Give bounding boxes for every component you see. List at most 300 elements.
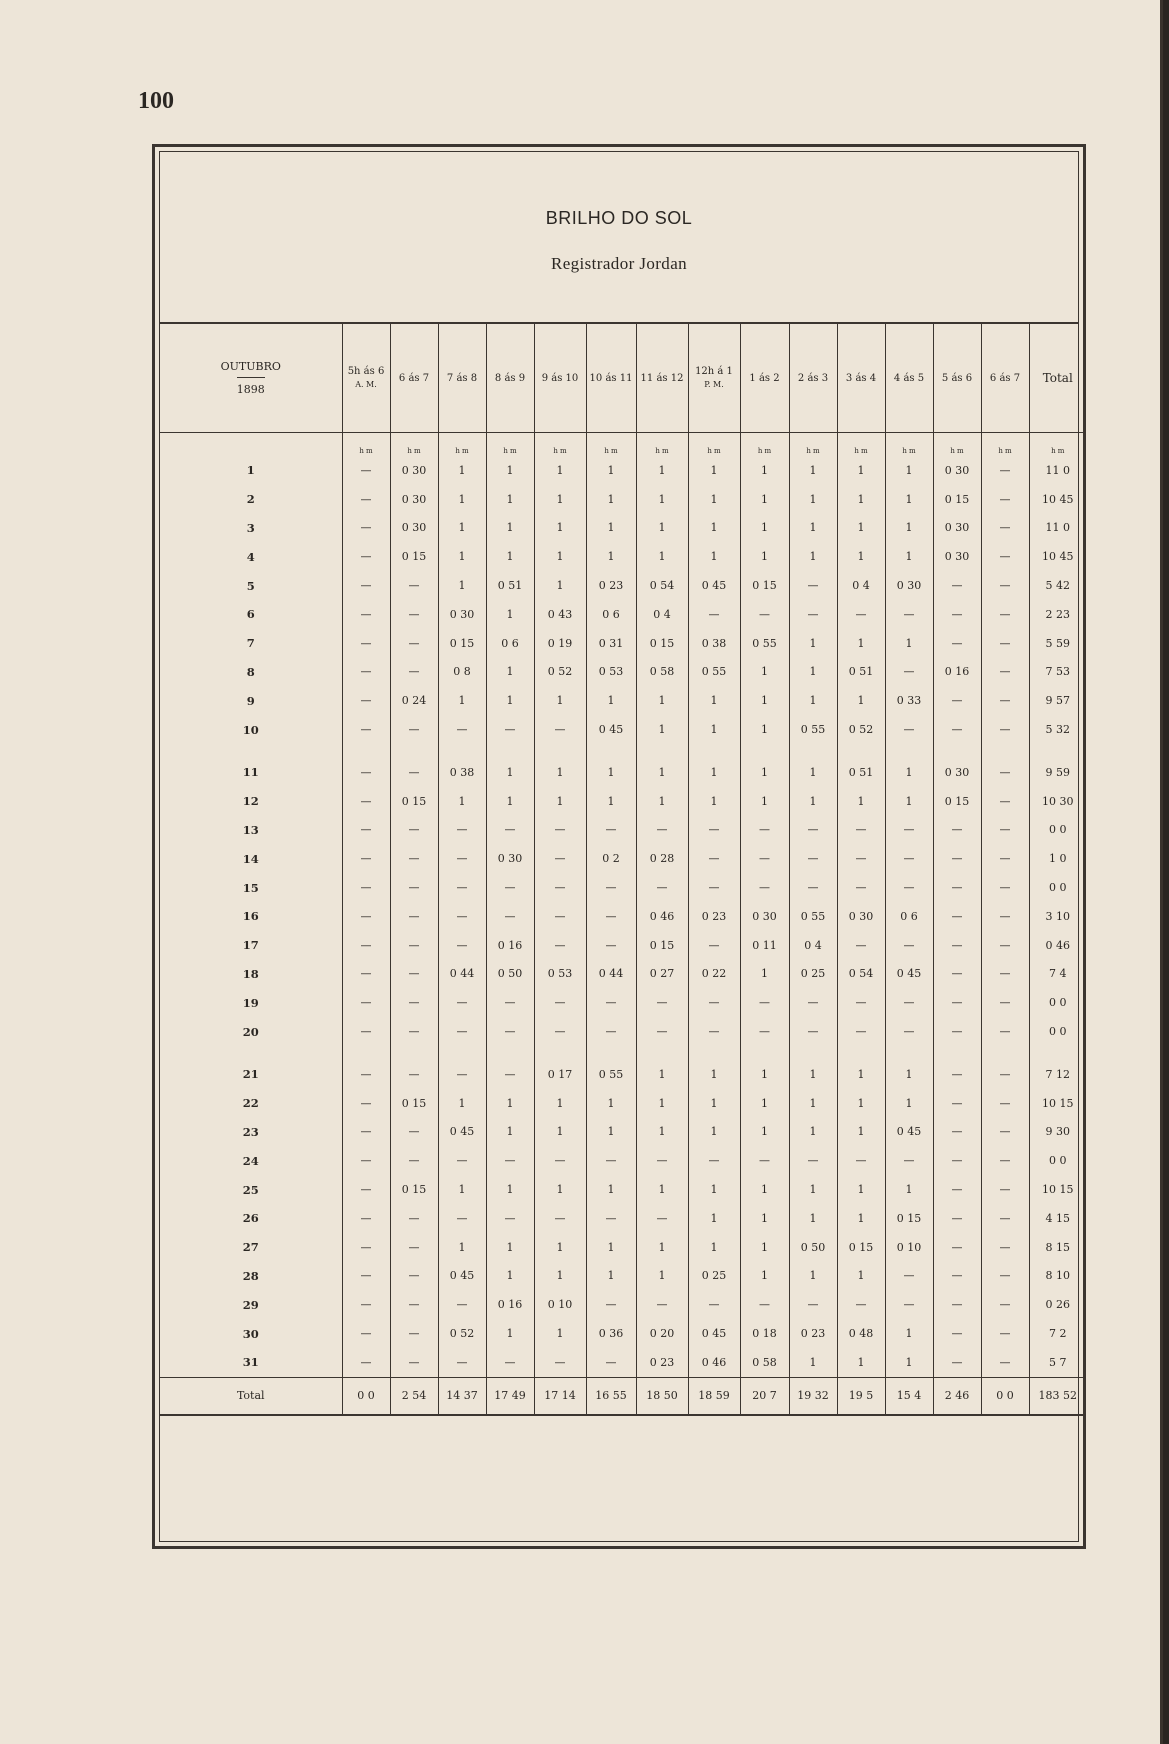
value-cell: —	[933, 629, 981, 658]
value-cell: —	[390, 844, 438, 873]
spacer-cell	[1029, 744, 1086, 758]
value-cell: 0 24	[390, 686, 438, 715]
table-row	[160, 873, 1086, 902]
value-cell: 0 30	[933, 758, 981, 787]
value-cell: 1	[636, 1118, 688, 1147]
value-cell: 1	[534, 1319, 586, 1348]
value-cell: —	[390, 600, 438, 629]
value-cell: —	[933, 960, 981, 989]
value-cell: —	[933, 1060, 981, 1089]
value-cell: —	[636, 1017, 688, 1046]
table-row	[160, 1175, 1086, 1204]
total-cell: 18 59	[688, 1377, 740, 1415]
value-cell: —	[534, 715, 586, 744]
value-cell: 1	[885, 542, 933, 571]
value-cell: 1	[688, 1233, 740, 1262]
value-cell: 1	[586, 1089, 636, 1118]
value-cell: 1	[837, 629, 885, 658]
spacer-cell	[342, 1046, 390, 1060]
value-cell: —	[342, 902, 390, 931]
value-cell: —	[486, 902, 534, 931]
total-row	[160, 1377, 1086, 1415]
value-cell: —	[933, 1262, 981, 1291]
value-cell: 0 6	[885, 902, 933, 931]
value-cell: —	[981, 629, 1029, 658]
unit-label: h m	[981, 433, 1029, 457]
value-cell: 1	[740, 485, 789, 514]
table-row	[160, 456, 1086, 485]
value-cell: —	[981, 960, 1029, 989]
value-cell: 1	[486, 1118, 534, 1147]
value-cell: —	[933, 1290, 981, 1319]
value-cell: 1	[688, 485, 740, 514]
spacer-cell	[981, 744, 1029, 758]
value-cell: 1	[636, 758, 688, 787]
value-cell: 1	[885, 1060, 933, 1089]
value-cell: —	[342, 1319, 390, 1348]
value-cell: —	[688, 844, 740, 873]
value-cell: 0 44	[438, 960, 486, 989]
value-cell: —	[981, 1175, 1029, 1204]
value-cell: —	[534, 873, 586, 902]
value-cell: 1	[789, 629, 837, 658]
day-number: 14	[242, 851, 259, 866]
column-header	[740, 324, 789, 433]
value-cell: 1	[885, 485, 933, 514]
value-cell: 0 23	[789, 1319, 837, 1348]
value-cell: —	[885, 600, 933, 629]
value-cell: 1	[534, 1118, 586, 1147]
value-cell: —	[390, 1262, 438, 1291]
value-cell: —	[740, 1290, 789, 1319]
value-cell: 1	[789, 1348, 837, 1377]
column-header-label: 4 ás 5	[893, 372, 925, 384]
value-cell: 11 0	[1029, 456, 1086, 485]
value-cell: —	[933, 816, 981, 845]
value-cell: 1	[636, 686, 688, 715]
value-cell: 1	[740, 1060, 789, 1089]
value-cell: 1	[534, 514, 586, 543]
value-cell: —	[789, 1290, 837, 1319]
value-cell: —	[390, 715, 438, 744]
value-cell: 0 52	[837, 715, 885, 744]
value-cell: —	[586, 988, 636, 1017]
value-cell: —	[981, 715, 1029, 744]
column-header-label: 5h ás 6	[347, 366, 385, 377]
unit-label: h m	[486, 433, 534, 457]
value-cell: 1	[486, 514, 534, 543]
spacer-cell	[534, 1046, 586, 1060]
value-cell: —	[342, 1233, 390, 1262]
value-cell: 1	[837, 542, 885, 571]
value-cell: 1	[837, 456, 885, 485]
value-cell: —	[486, 1017, 534, 1046]
value-cell: 0 0	[1029, 1146, 1086, 1175]
value-cell: —	[342, 600, 390, 629]
value-cell: —	[740, 600, 789, 629]
value-cell: —	[390, 1290, 438, 1319]
value-cell: —	[885, 1146, 933, 1175]
spacer-cell	[636, 744, 688, 758]
spacer-cell	[837, 1046, 885, 1060]
value-cell: 0 4	[636, 600, 688, 629]
column-header	[586, 324, 636, 433]
value-cell: 1	[586, 456, 636, 485]
value-cell: —	[933, 1319, 981, 1348]
day-number: 26	[242, 1211, 259, 1226]
value-cell: 0 23	[688, 902, 740, 931]
value-cell: —	[390, 816, 438, 845]
value-cell: 1	[740, 1118, 789, 1147]
value-cell: 1	[688, 787, 740, 816]
value-cell: —	[390, 1118, 438, 1147]
value-cell: —	[586, 816, 636, 845]
spacer-cell	[837, 744, 885, 758]
value-cell: —	[933, 931, 981, 960]
value-cell: 0 19	[534, 629, 586, 658]
value-cell: —	[636, 873, 688, 902]
table-row	[160, 1233, 1086, 1262]
table-row	[160, 1204, 1086, 1233]
value-cell: 0 51	[486, 571, 534, 600]
value-cell: —	[438, 1060, 486, 1089]
column-header-label: 9 ás 10	[541, 372, 579, 384]
value-cell: —	[885, 1290, 933, 1319]
value-cell: —	[342, 988, 390, 1017]
value-cell: —	[933, 686, 981, 715]
spacer-cell	[885, 1046, 933, 1060]
value-cell: 0 15	[933, 787, 981, 816]
day-number: 3	[246, 520, 255, 535]
column-header	[342, 324, 390, 433]
value-cell: 1	[789, 485, 837, 514]
value-cell: —	[885, 1262, 933, 1291]
column-header-label: 1 ás 2	[749, 372, 780, 384]
day-number: 29	[242, 1297, 259, 1312]
value-cell: 10 45	[1029, 485, 1086, 514]
value-cell: —	[789, 571, 837, 600]
value-cell: —	[740, 988, 789, 1017]
column-header	[981, 324, 1029, 433]
spacer-cell	[789, 1046, 837, 1060]
table-row	[160, 1089, 1086, 1118]
value-cell: 1	[534, 571, 586, 600]
value-cell: —	[342, 1060, 390, 1089]
value-cell: —	[342, 960, 390, 989]
value-cell: 1	[636, 485, 688, 514]
value-cell: 1	[486, 600, 534, 629]
value-cell: —	[342, 1146, 390, 1175]
value-cell: 1	[789, 1262, 837, 1291]
value-cell: 1	[885, 1348, 933, 1377]
value-cell: —	[837, 931, 885, 960]
column-header-label: 12h á 1	[695, 366, 733, 377]
value-cell: 1	[885, 1175, 933, 1204]
value-cell: 0 30	[933, 456, 981, 485]
value-cell: —	[342, 1290, 390, 1319]
value-cell: —	[740, 816, 789, 845]
day-number: 21	[242, 1067, 259, 1082]
value-cell: —	[390, 1233, 438, 1262]
value-cell: —	[837, 1290, 885, 1319]
value-cell: 0 4	[837, 571, 885, 600]
value-cell: 0 45	[688, 571, 740, 600]
value-cell: 0 30	[390, 485, 438, 514]
value-cell: —	[342, 844, 390, 873]
column-header	[636, 324, 688, 433]
value-cell: 1	[636, 1175, 688, 1204]
unit-label: h m	[933, 433, 981, 457]
column-header	[789, 324, 837, 433]
value-cell: —	[438, 873, 486, 902]
value-cell: 10 15	[1029, 1089, 1086, 1118]
value-cell: 1	[534, 1262, 586, 1291]
total-cell: 0 0	[981, 1377, 1029, 1415]
table-row	[160, 542, 1086, 571]
value-cell: 1	[688, 1204, 740, 1233]
value-cell: 0 46	[636, 902, 688, 931]
value-cell: —	[981, 1017, 1029, 1046]
spacer-cell	[486, 1046, 534, 1060]
value-cell: 0 58	[636, 658, 688, 687]
table-row	[160, 1262, 1086, 1291]
value-cell: 0 30	[486, 844, 534, 873]
value-cell: —	[933, 1146, 981, 1175]
value-cell: —	[688, 600, 740, 629]
value-cell: —	[534, 902, 586, 931]
value-cell: —	[981, 873, 1029, 902]
value-cell: 1	[486, 456, 534, 485]
column-header	[837, 324, 885, 433]
value-cell: —	[586, 1290, 636, 1319]
unit-label: h m	[586, 433, 636, 457]
day-number: 24	[242, 1153, 259, 1168]
value-cell: —	[390, 1146, 438, 1175]
value-cell: 1	[486, 1262, 534, 1291]
value-cell: 0 10	[534, 1290, 586, 1319]
value-cell: 0 52	[438, 1319, 486, 1348]
total-cell: 0 0	[342, 1377, 390, 1415]
value-cell: —	[981, 600, 1029, 629]
value-cell: 0 45	[688, 1319, 740, 1348]
value-cell: —	[342, 1348, 390, 1377]
day-number: 18	[242, 966, 259, 981]
value-cell: 0 16	[933, 658, 981, 687]
value-cell: 0 53	[586, 658, 636, 687]
value-cell: —	[933, 902, 981, 931]
column-header-label: 6 ás 7	[398, 372, 430, 384]
value-cell: —	[981, 542, 1029, 571]
table-row	[160, 960, 1086, 989]
value-cell: 1	[688, 542, 740, 571]
value-cell: 0 50	[789, 1233, 837, 1262]
value-cell: —	[885, 715, 933, 744]
value-cell: —	[586, 1204, 636, 1233]
value-cell: 0 23	[586, 571, 636, 600]
value-cell: —	[342, 816, 390, 845]
value-cell: —	[342, 1175, 390, 1204]
value-cell: 0 55	[586, 1060, 636, 1089]
day-number: 11	[242, 765, 259, 780]
value-cell: —	[933, 1017, 981, 1046]
value-cell: —	[438, 816, 486, 845]
value-cell: 1	[438, 456, 486, 485]
value-cell: —	[981, 1348, 1029, 1377]
value-cell: 1	[438, 686, 486, 715]
value-cell: 1	[586, 485, 636, 514]
value-cell: —	[981, 1146, 1029, 1175]
value-cell: 1	[438, 1175, 486, 1204]
value-cell: 0 51	[837, 658, 885, 687]
value-cell: —	[837, 873, 885, 902]
day-number: 31	[242, 1355, 259, 1370]
value-cell: —	[438, 844, 486, 873]
value-cell: 7 2	[1029, 1319, 1086, 1348]
value-cell: —	[342, 1017, 390, 1046]
sunshine-table	[160, 324, 1086, 1416]
value-cell: —	[342, 1118, 390, 1147]
month-label: OUTUBRO	[220, 359, 281, 373]
column-header-label: 2 ás 3	[797, 372, 829, 384]
day-number: 5	[246, 578, 255, 593]
value-cell: 1	[486, 542, 534, 571]
value-cell: 1	[486, 658, 534, 687]
value-cell: 0 30	[390, 514, 438, 543]
spacer-cell	[740, 744, 789, 758]
value-cell: 1	[885, 629, 933, 658]
value-cell: 1	[740, 542, 789, 571]
value-cell: —	[837, 988, 885, 1017]
value-cell: —	[885, 658, 933, 687]
value-cell: —	[837, 816, 885, 845]
value-cell: 0 45	[885, 1118, 933, 1147]
table-row	[160, 844, 1086, 873]
value-cell: 0 30	[933, 542, 981, 571]
value-cell: —	[981, 1233, 1029, 1262]
value-cell: 9 57	[1029, 686, 1086, 715]
value-cell: 0 33	[885, 686, 933, 715]
value-cell: —	[534, 1017, 586, 1046]
value-cell: —	[390, 629, 438, 658]
value-cell: —	[981, 658, 1029, 687]
value-cell: —	[342, 931, 390, 960]
value-cell: 0 22	[688, 960, 740, 989]
value-cell: —	[534, 931, 586, 960]
value-cell: 1	[438, 1089, 486, 1118]
value-cell: —	[688, 931, 740, 960]
column-header-label: 11 ás 12	[640, 372, 684, 384]
value-cell: 0 38	[438, 758, 486, 787]
value-cell: 0 8	[438, 658, 486, 687]
value-cell: —	[390, 960, 438, 989]
value-cell: 1	[789, 1089, 837, 1118]
value-cell: 1	[586, 787, 636, 816]
day-number: 23	[242, 1124, 259, 1139]
value-cell: 1	[789, 542, 837, 571]
value-cell: 0 55	[688, 658, 740, 687]
spacer-cell	[885, 744, 933, 758]
value-cell: —	[981, 1262, 1029, 1291]
column-header	[390, 324, 438, 433]
value-cell: 0 0	[1029, 988, 1086, 1017]
day-number: 13	[242, 822, 259, 837]
value-cell: —	[390, 571, 438, 600]
value-cell: 0 15	[390, 542, 438, 571]
column-header	[933, 324, 981, 433]
unit-label: h m	[1029, 433, 1086, 457]
value-cell: 0 0	[1029, 873, 1086, 902]
table-row	[160, 514, 1086, 543]
value-cell: 11 0	[1029, 514, 1086, 543]
value-cell: 0 55	[789, 715, 837, 744]
unit-label: h m	[636, 433, 688, 457]
value-cell: —	[390, 988, 438, 1017]
value-cell: —	[534, 1204, 586, 1233]
table-row	[160, 787, 1086, 816]
value-cell: —	[837, 1017, 885, 1046]
table-row	[160, 931, 1086, 960]
value-cell: 1	[438, 542, 486, 571]
value-cell: 1	[438, 514, 486, 543]
value-cell: 0 38	[688, 629, 740, 658]
table-row	[160, 485, 1086, 514]
day-number: 4	[246, 549, 255, 564]
total-cell: 2 46	[933, 1377, 981, 1415]
value-cell: —	[586, 1348, 636, 1377]
value-cell: 1	[740, 787, 789, 816]
value-cell: —	[486, 1204, 534, 1233]
day-number: 17	[242, 938, 259, 953]
spacer-cell	[688, 744, 740, 758]
value-cell: 1	[486, 758, 534, 787]
value-cell: 1	[636, 514, 688, 543]
spacer-cell	[740, 1046, 789, 1060]
value-cell: —	[981, 931, 1029, 960]
value-cell: —	[342, 787, 390, 816]
value-cell: —	[981, 1319, 1029, 1348]
spacer-cell	[342, 744, 390, 758]
value-cell: —	[789, 1017, 837, 1046]
table-row	[160, 686, 1086, 715]
value-cell: —	[688, 1146, 740, 1175]
value-cell: 0 31	[586, 629, 636, 658]
value-cell: —	[636, 1290, 688, 1319]
spacer-cell	[438, 1046, 486, 1060]
spacer-cell	[636, 1046, 688, 1060]
table-row	[160, 1017, 1086, 1046]
value-cell: —	[636, 816, 688, 845]
table-row	[160, 658, 1086, 687]
value-cell: 1	[789, 1175, 837, 1204]
column-header-period: P. M.	[704, 380, 724, 389]
value-cell: —	[933, 988, 981, 1017]
value-cell: 9 30	[1029, 1118, 1086, 1147]
value-cell: 1	[789, 658, 837, 687]
value-cell: —	[438, 1017, 486, 1046]
value-cell: —	[486, 816, 534, 845]
value-cell: 1	[789, 787, 837, 816]
value-cell: —	[438, 988, 486, 1017]
value-cell: 0 15	[885, 1204, 933, 1233]
value-cell: 10 15	[1029, 1175, 1086, 1204]
value-cell: 0 15	[740, 571, 789, 600]
value-cell: 10 30	[1029, 787, 1086, 816]
value-cell: 8 10	[1029, 1262, 1086, 1291]
value-cell: 1	[789, 1204, 837, 1233]
value-cell: 0 15	[390, 1089, 438, 1118]
spacer-cell	[688, 1046, 740, 1060]
value-cell: 1	[534, 1089, 586, 1118]
